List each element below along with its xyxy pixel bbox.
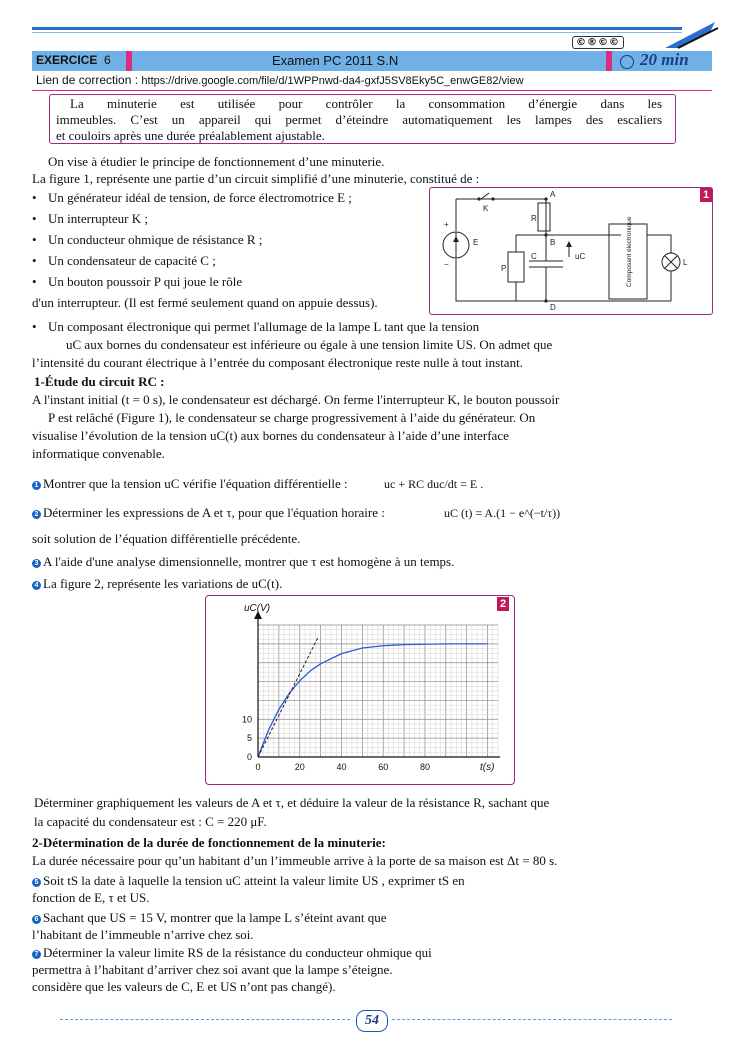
paragraph-line: A l'instant initial (t = 0 s), le condensateur est déchargé. On ferme l'interrupteur K, le bouton poussoir — [32, 392, 560, 407]
question-4-continued: Déterminer graphiquement les valeurs de A et τ, et déduire la valeur de la résistance R, sachant que — [34, 795, 550, 810]
clock-icon — [620, 55, 634, 69]
header-accent-left — [126, 51, 132, 71]
question-2-icon: 2 — [32, 510, 41, 519]
question-5: 5 Soit tS la date à laquelle la tension uC atteint la valeur limite US , exprimer tS en — [32, 873, 465, 889]
question-5-continued: fonction de E, τ et US. — [32, 890, 150, 905]
circuit-diagram — [431, 189, 697, 311]
question-7-icon: 7 — [32, 950, 41, 959]
y-tick-label: 10 — [241, 714, 252, 725]
question-4-continued: la capacité du condensateur est : C = 220 μF. — [34, 814, 267, 829]
x-tick-label: 20 — [294, 762, 305, 772]
list-item: • Un générateur idéal de tension, de force électromotrice E ; — [48, 190, 352, 206]
paragraph-line: visualise l’évolution de la tension uC(t) aux bornes du condensateur à l’aide d’une interface — [32, 428, 509, 443]
list-item: • Un composant électronique qui permet l'allumage de la lampe L tant que la tension — [48, 319, 479, 335]
question-6-icon: 6 — [32, 915, 41, 924]
tangent-line — [258, 636, 319, 757]
x-tick-label: 40 — [336, 762, 347, 772]
x-tick-label: 60 — [378, 762, 389, 772]
list-item: • Un conducteur ohmique de résistance R ; — [48, 232, 262, 248]
hourly-equation: uC (t) = A.(1 − e^(−t/τ)) — [444, 506, 561, 520]
y-tick-label: 5 — [246, 733, 252, 744]
differential-equation: uc + RC duc/dt = E . — [384, 477, 484, 491]
question-1-icon: 1 — [32, 481, 41, 490]
label-K: K — [483, 204, 489, 213]
list-item-continued: d'un interrupteur. (Il est fermé seulement quand on appuie dessus). — [32, 295, 378, 310]
top-rule-thin — [32, 32, 682, 33]
correction-link[interactable]: Lien de correction : https://drive.google.com/file/d/1WPPnwd-da4-gxfJ5SV8Eky5C_enwGE82/view — [36, 73, 524, 87]
question-5-icon: 5 — [32, 878, 41, 887]
page-number: 54 — [356, 1010, 388, 1032]
intro-line-2: immeubles. C’est un appareil qui permet d’éteindre automatiquement les lampes des escaliers — [56, 112, 662, 127]
aim: On vise à étudier le principe de fonctionnement d’une minuterie. — [48, 154, 385, 169]
x-tick-label: 80 — [419, 762, 430, 772]
part-1-title: 1-Étude du circuit RC : — [34, 374, 165, 389]
x-axis-label: t(s) — [480, 762, 495, 773]
figure-1-number: 1 — [700, 188, 712, 202]
label-D: D — [550, 303, 556, 311]
list-item: • Un bouton poussoir P qui joue le rôle — [48, 274, 242, 290]
part-2-title: 2-Détermination de la durée de fonctionnement de la minuterie: — [32, 835, 386, 850]
top-rule — [32, 27, 682, 30]
list-item: • Un condensateur de capacité C ; — [48, 253, 216, 269]
label-uC: uC — [575, 252, 586, 261]
uc-chart — [210, 600, 500, 780]
footer-rule-right — [392, 1019, 672, 1020]
duration: 20 min — [640, 50, 689, 69]
list-item-continued: uC aux bornes du condensateur est inférieure ou égale à une tension limite US. On admet que — [66, 337, 553, 352]
question-6-continued: l’habitant de l’immeuble n’arrive chez soi. — [32, 927, 254, 942]
question-2: 2 Déterminer les expressions de A et τ, pour que l'équation horaire : — [32, 505, 385, 521]
fig1-intro: La figure 1, représente une partie d’un circuit simplifié d’une minuterie, constitué de : — [32, 171, 480, 186]
exercise-label: EXERCICE 6 — [36, 53, 111, 67]
label-R: R — [531, 214, 537, 223]
label-B: B — [550, 238, 556, 247]
question-2-continued: soit solution de l’équation différentielle précédente. — [32, 531, 301, 546]
question-3-icon: 3 — [32, 559, 41, 568]
question-4-icon: 4 — [32, 581, 41, 590]
question-7-continued: permettra à l’habitant d’arriver chez soi avant que la lampe s’éteigne. — [32, 962, 393, 977]
header-accent-right — [606, 51, 612, 71]
label-composant: Composant électronique — [626, 216, 633, 287]
paragraph-line: informatique convenable. — [32, 446, 165, 461]
question-1: 1 Montrer que la tension uC vérifie l'équation différentielle : — [32, 476, 348, 492]
paragraph-line: P est relâché (Figure 1), le condensateur se charge progressivement à l’aide du générateur. On — [48, 410, 536, 425]
paragraph-line: La durée nécessaire pour qu’un habitant d’un l’immeuble arrive à la porte de sa maison est Δt = 80 s. — [32, 853, 558, 868]
y-tick-label: 0 — [246, 752, 252, 762]
y-axis-label: uC(V) — [244, 603, 271, 614]
label-minus: − — [444, 260, 449, 269]
intro-line-1: La minuterie est utilisée pour contrôler la consommation d’énergie dans les — [70, 96, 662, 111]
question-7-continued: considère que les valeurs de C, E et US n’ont pas changé). — [32, 979, 336, 994]
exam-title: Examen PC 2011 S.N — [272, 53, 399, 68]
footer-rule-left — [60, 1019, 350, 1020]
intro-line-3: et couloirs après une durée préalablement ajustable. — [56, 128, 325, 143]
list-item-continued: l’intensité du courant électrique à l’entrée du composant électronique reste nulle à tout instant. — [32, 355, 523, 370]
label-P: P — [501, 264, 507, 273]
question-4: 4 La figure 2, représente les variations de uC(t). — [32, 576, 282, 592]
x-tick-label: 0 — [255, 762, 261, 772]
license-badge: ©®©© — [572, 36, 624, 49]
label-E: E — [473, 238, 479, 247]
question-7: 7 Déterminer la valeur limite RS de la résistance du conducteur ohmique qui — [32, 945, 432, 961]
label-L: L — [683, 258, 688, 267]
header-swoosh — [660, 18, 720, 52]
question-3: 3 A l'aide d'une analyse dimensionnelle, montrer que τ est homogène à un temps. — [32, 554, 454, 570]
label-C: C — [531, 252, 537, 261]
label-A: A — [550, 190, 556, 199]
list-item: • Un interrupteur K ; — [48, 211, 148, 227]
figure-2-number: 2 — [497, 597, 509, 611]
question-6: 6 Sachant que US = 15 V, montrer que la lampe L s’éteint avant que — [32, 910, 387, 926]
label-plus: + — [444, 220, 449, 229]
